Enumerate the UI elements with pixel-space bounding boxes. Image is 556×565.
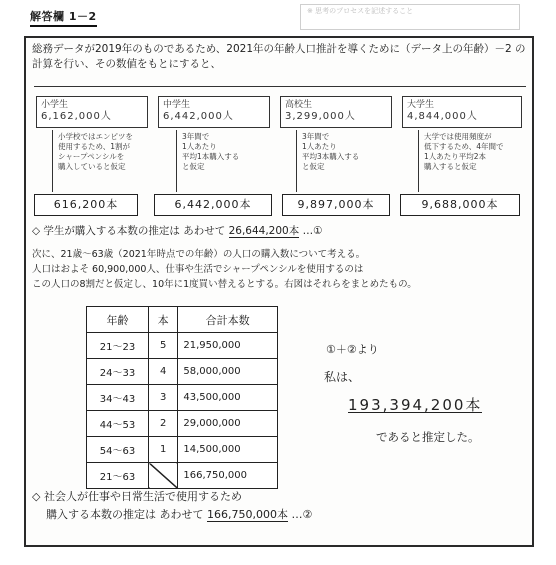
table-cell-age: 21～23 xyxy=(87,333,149,359)
table-header-count: 本 xyxy=(149,307,178,333)
table-cell-count: 4 xyxy=(149,359,178,385)
assumption-note: 小学校ではエンピツを 使用するため、1割が シャープペンシルを 購入していると仮定 xyxy=(58,132,133,171)
adult-summary-prefix: 購入する本数の推定は xyxy=(46,508,156,521)
table-header-age: 年齢 xyxy=(87,307,149,333)
table-row xyxy=(87,385,278,411)
student-summary-prefix: ◇ 学生が購入する本数の推定は xyxy=(32,225,180,237)
table-header-row xyxy=(87,307,278,333)
age-group-table xyxy=(86,306,278,489)
arrow-line xyxy=(176,130,177,192)
table-cell-count: 3 xyxy=(149,385,178,411)
table-cell-age: 44～53 xyxy=(87,411,149,437)
arrow-line xyxy=(296,130,297,192)
conclusion-value: 193,394,200本 xyxy=(348,396,483,414)
adult-intro-line-3: この人口の8割だと仮定し、10年に1度買い替えるとする。右図はそれらをまとめたもの。 xyxy=(32,279,417,290)
header-instruction-box: ※ 思考のプロセスを記述すること xyxy=(300,4,520,30)
table-row xyxy=(87,437,278,463)
table-row xyxy=(87,411,278,437)
student-summary-total: 26,644,200本 xyxy=(228,225,300,237)
table-cell-count: 2 xyxy=(149,411,178,437)
assumption-note: 3年間で 1人あたり 平均1本購入する と仮定 xyxy=(182,132,240,171)
assumption-note: 大学では使用頻度が 低下するため、4年間で 1人あたり平均2本 購入すると仮定 xyxy=(424,132,504,171)
table-cell-age: 21～63 xyxy=(87,463,149,489)
category-population: 4,844,000人 xyxy=(407,111,478,122)
adult-summary-line-1: ◇ 社会人が仕事や日常生活で使用するため xyxy=(32,490,242,503)
adult-summary-total: 166,750,000本 xyxy=(207,508,288,521)
category-label: 小学生 xyxy=(41,100,69,110)
conclusion-line-3: であると推定した。 xyxy=(376,430,480,444)
conclusion-line-1: ①＋②より xyxy=(326,343,379,356)
table-cell-total: 14,500,000 xyxy=(178,437,278,463)
result-box-elementary: 616,200本 xyxy=(34,194,138,216)
table-header-total: 合計本数 xyxy=(178,307,278,333)
table-cell-count: 5 xyxy=(149,333,178,359)
table-cell-total: 166,750,000 xyxy=(178,463,278,489)
intro-text: 総務データが2019年のものであるため、2021年の年齢人口推計を導くために（データ上の年齢）－2 の計算を行い、その数値をもとにすると、 xyxy=(32,43,526,70)
category-population: 3,299,000人 xyxy=(285,111,356,122)
connector-line xyxy=(34,86,526,87)
table-cell-total: 43,500,000 xyxy=(178,385,278,411)
table-cell-age: 54～63 xyxy=(87,437,149,463)
category-population: 6,442,000人 xyxy=(163,111,234,122)
result-box-high-school: 9,897,000本 xyxy=(282,194,390,216)
conclusion-line-2: 私は、 xyxy=(324,370,361,384)
category-box-junior-high xyxy=(158,96,270,128)
adult-intro-line-2: 人口はおよそ 60,900,000人、仕事や生活でシャープペンシルを使用するのは xyxy=(32,264,364,275)
category-label: 中学生 xyxy=(163,100,191,110)
table-total-row xyxy=(87,463,278,489)
answer-section-title: 解答欄 1－2 xyxy=(30,8,97,27)
answer-sheet xyxy=(24,36,534,547)
category-label: 大学生 xyxy=(407,100,435,110)
category-box-university xyxy=(402,96,522,128)
adult-summary-line-2 xyxy=(46,508,312,522)
table-cell-count-empty xyxy=(149,463,178,489)
student-summary-suffix: …① xyxy=(302,225,323,237)
category-population: 6,162,000人 xyxy=(41,111,112,122)
table-cell-age: 34～43 xyxy=(87,385,149,411)
category-box-elementary xyxy=(36,96,148,128)
adult-intro-line-1: 次に、21歳～63歳（2021年時点での年齢）の人口の購入数について考える。 xyxy=(32,249,366,260)
table-cell-total: 29,000,000 xyxy=(178,411,278,437)
arrow-line xyxy=(418,130,419,192)
table-cell-total: 21,950,000 xyxy=(178,333,278,359)
result-box-university: 9,688,000本 xyxy=(400,194,520,216)
student-summary xyxy=(32,224,323,238)
category-box-high-school xyxy=(280,96,392,128)
arrow-line xyxy=(52,130,53,192)
table-cell-age: 24～33 xyxy=(87,359,149,385)
student-summary-middle: あわせて xyxy=(183,225,226,237)
table-cell-total: 58,000,000 xyxy=(178,359,278,385)
adult-summary-suffix: …② xyxy=(291,508,313,521)
adult-summary-middle: あわせて xyxy=(159,508,204,521)
table-row xyxy=(87,359,278,385)
table-cell-count: 1 xyxy=(149,437,178,463)
table-row xyxy=(87,333,278,359)
category-label: 高校生 xyxy=(285,100,313,110)
assumption-note: 3年間で 1人あたり 平均3本購入する と仮定 xyxy=(302,132,360,171)
result-box-junior-high: 6,442,000本 xyxy=(154,194,272,216)
